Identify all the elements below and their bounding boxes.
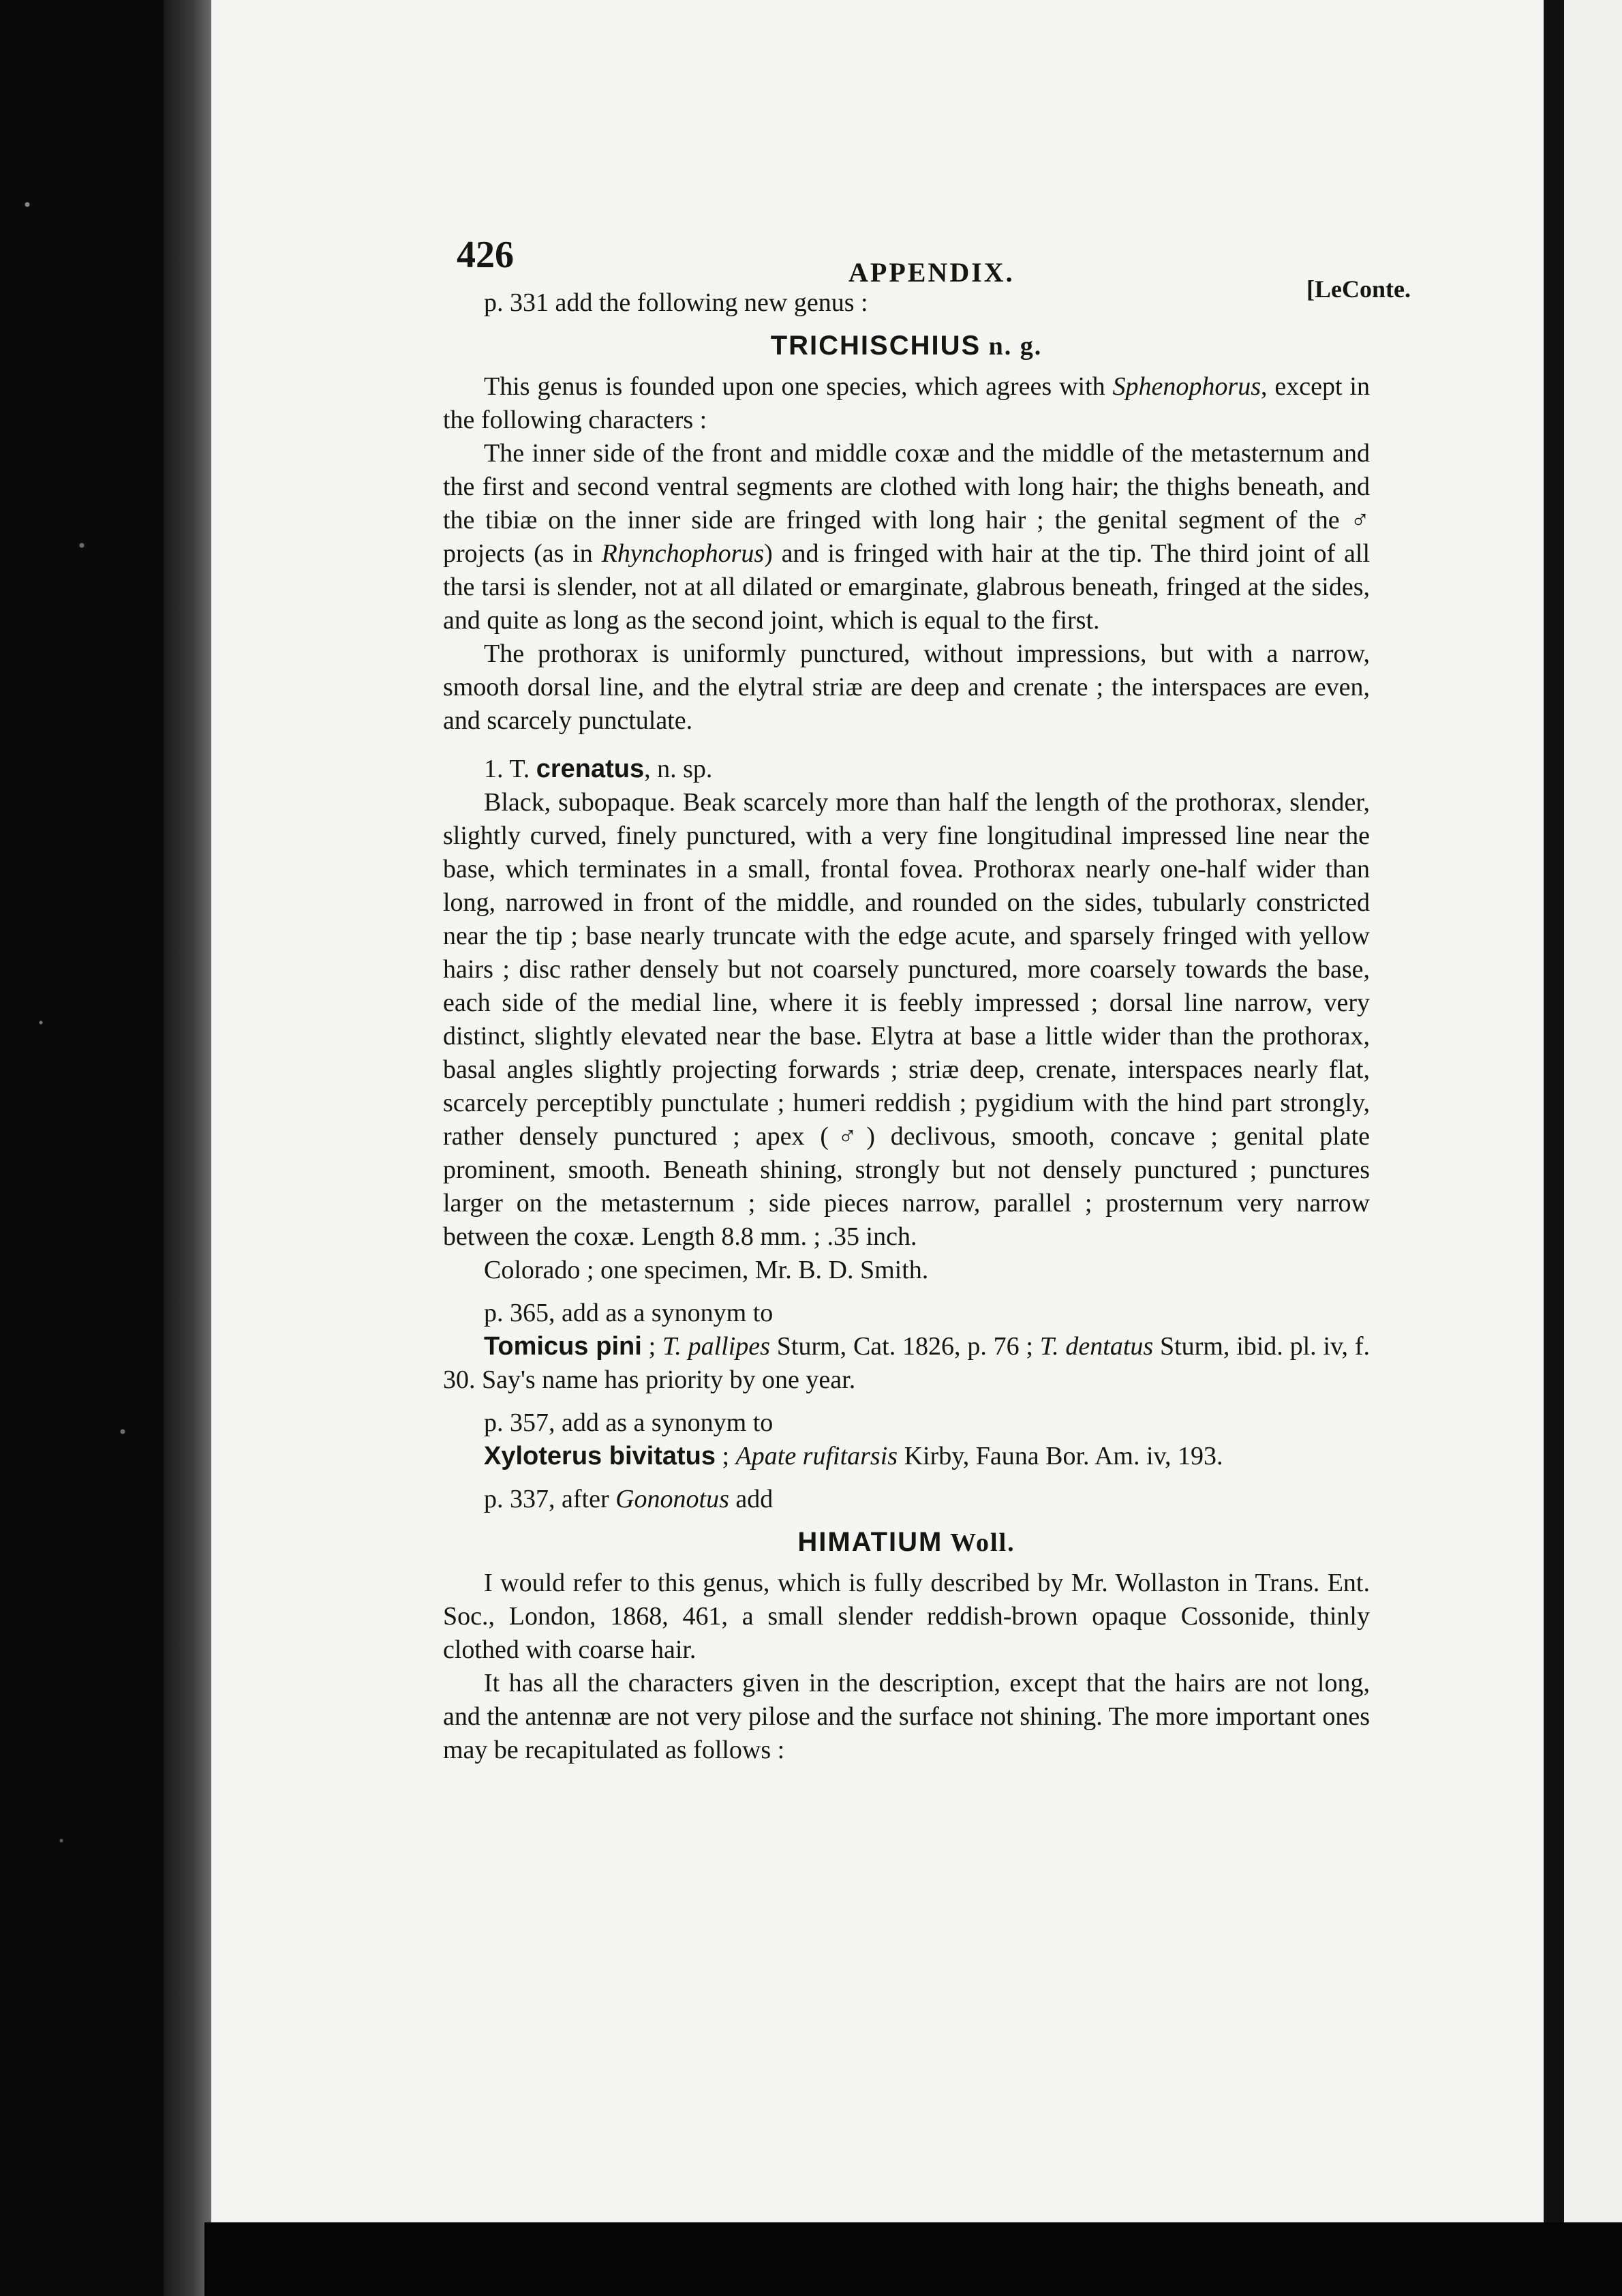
text-run: , except in the following characters : [443,372,1370,434]
paragraph-genus-intro [443,370,1370,437]
italic-run: Gononotus [615,1485,729,1513]
book-gutter [164,0,211,2296]
text-run: The inner side of the front and middle coxæ and the middle of the metasternum and the first and second ventral segments are clothed with long hair; the thighs beneath, and the tibiæ on the inner side are fringed with long hair ; the genital segment of the ♂ projects (as in [443,439,1370,568]
facing-page-edge [1544,0,1622,2296]
text-run: p. 337, after [484,1485,616,1513]
species-name: crenatus [536,755,645,783]
genus-title: TRICHISCHIUS [770,331,981,361]
author-tag: [LeConte. [1306,275,1411,303]
text-block [443,286,1370,1767]
paragraph-characters-2: It has all the characters given in the description, except that the hairs are not long, and the antennæ are not very pilose and the surface not shining. The more important ones may be recapitulated as follows : [443,1669,1370,1764]
text-run: This genus is founded upon one species, which agrees with [484,372,1113,401]
text-run: ) and is fringed with hair at the tip. The third joint of all the tarsi is slender, not at all dilated or emarginate, glabrous beneath, fringed at the sides, and quite as long as the second joint, which is equal to the first. [443,539,1370,635]
paragraph-prothorax: The prothorax is uniformly punctured, without impressions, but with a narrow, smooth dorsal line, and the elytral striæ are deep and crenate ; the interspaces are even, and scarcely punctulate. [443,639,1370,735]
page-content [225,232,1411,1767]
page-number: 426 [457,234,514,276]
text-run: Sturm, ibid. pl. iv, f. 30. Say's name has priority by one year. [443,1332,1371,1394]
bold-run: Xyloterus bivitatus [484,1442,716,1470]
italic-run: Sphenophorus [1112,372,1261,401]
species-suffix: , n. sp. [644,755,713,783]
species-number: 1. T. [484,755,536,783]
italic-run: T. dentatus [1039,1332,1154,1361]
paragraph-xyloterus [443,1440,1370,1473]
paragraph-tomicus [443,1330,1370,1397]
genus-suffix: n. g. [981,332,1043,361]
genus2-heading [443,1526,1370,1560]
text-run: ; [641,1332,662,1361]
spacer [443,1397,1370,1406]
text-run: Kirby, Fauna Bor. Am. iv, 193. [898,1442,1223,1470]
spacer [443,1473,1370,1483]
genus-heading [443,329,1370,363]
paragraph-himatium: I would refer to this genus, which is fully described by Mr. Wollaston in Trans. Ent. Soc., London, 1868, 461, a small slender reddish-brown opaque Cossonide, thinly clothed with coarse hair. [443,1569,1370,1664]
paragraph-description: Black, subopaque. Beak scarcely more than half the length of the prothorax, slender, slightly curved, finely punctured, with a very fine longitudinal impressed line near the base, which terminates in a small, frontal fovea. Prothorax nearly one-half wider than long, narrowed in front of the middle, and rounded on the sides, tubularly constricted near the tip ; base nearly truncate with the edge acute, and sparsely fringed with yellow hairs ; disc rather densely but not coarsely punctured, more coarsely towards the base, each side of the medial line, where it is feebly impressed ; dorsal line narrow, very distinct, slightly elevated near the base. Elytra at base a little wider than the prothorax, basal angles slightly projecting forwards ; striæ deep, crenate, interspaces nearly flat, scarcely perceptibly punctulate ; humeri reddish ; pygidium with the hind part strongly, rather densely punctured ; apex (♂) declivous, smooth, concave ; genital plate prominent, smooth. Beneath shining, strongly but not densely punctured ; punctures larger on the metasternum ; side pieces narrow, parallel ; prosternum very narrow between the coxæ. Length 8.8 mm. ; .35 inch. [443,788,1370,1251]
genus2-suffix: Woll. [943,1528,1015,1557]
genus2-title: HIMATIUM [797,1527,943,1557]
italic-run: Rhynchophorus [601,539,765,568]
paragraph-locality: Colorado ; one specimen, Mr. B. D. Smith. [484,1256,929,1284]
italic-run: T. pallipes [662,1332,770,1361]
paragraph-characters [443,437,1370,637]
bold-run: Tomicus pini [484,1332,642,1361]
spacer [443,1287,1370,1297]
paragraph-synonym-note-1: p. 365, add as a synonym to [484,1299,774,1327]
scan-bottom-band [204,2222,1622,2296]
paragraph-intro: p. 331 add the following new genus : [484,288,868,317]
species-heading [443,753,1370,786]
running-head: APPENDIX. [848,257,1015,288]
italic-run: Apate rufitarsis [735,1442,898,1470]
text-run: add [729,1485,774,1513]
paragraph-gononotus [443,1483,1370,1516]
paragraph-synonym-note-2: p. 357, add as a synonym to [484,1408,774,1437]
text-run: ; [715,1442,736,1470]
text-run: Sturm, Cat. 1826, p. 76 ; [769,1332,1040,1361]
